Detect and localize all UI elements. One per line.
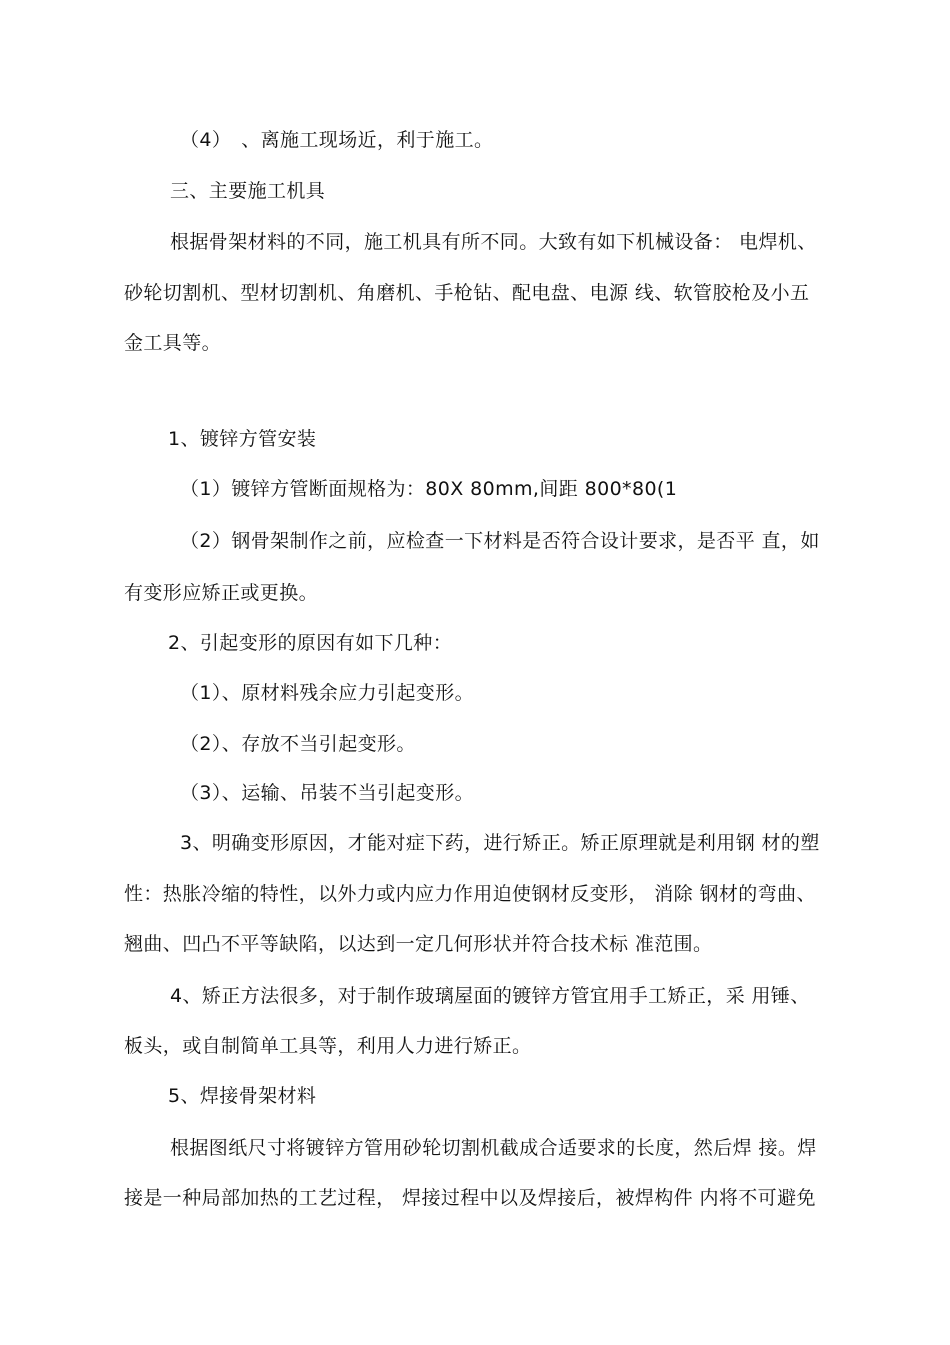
subheading-welding-frame: 5、焊接骨架材料 [168,1085,317,1107]
list-item: （1）、原材料残余应力引起变形。 [180,682,474,704]
subheading-deformation-causes: 2、引起变形的原因有如下几种： [168,632,453,654]
list-item: （2）钢骨架制作之前，应检查一下材料是否符合设计要求，是否平 直，如 [180,530,820,552]
paragraph-line: 翘曲、凹凸不平等缺陷，以达到一定几何形状并符合技术标 准范围。 [124,933,713,955]
paragraph-line: 接是一种局部加热的工艺过程， 焊接过程中以及焊接后，被焊构件 内将不可避免 [124,1187,816,1209]
list-item: （3）、运输、吊装不当引起变形。 [180,782,474,804]
list-item: （2）、存放不当引起变形。 [180,733,416,755]
paragraph-line: 砂轮切割机、型材切割机、角磨机、手枪钻、配电盘、电源 线、软管胶枪及小五 [124,282,810,304]
paragraph-line: 板头，或自制简单工具等，利用人力进行矫正。 [124,1035,532,1057]
paragraph-line: 3、明确变形原因，才能对症下药，进行矫正。矫正原理就是利用钢 材的塑 [180,832,820,854]
paragraph-line: 根据图纸尺寸将镀锌方管用砂轮切割机截成合适要求的长度，然后焊 接。焊 [170,1137,817,1159]
list-item: （1）镀锌方管断面规格为：80X 80mm,间距 800*80(1 [180,478,678,500]
paragraph-line: 性：热胀冷缩的特性，以外力或内应力作用迫使钢材反变形， 消除 钢材的弯曲、 [124,883,816,905]
paragraph-line: 根据骨架材料的不同，施工机具有所不同。大致有如下机械设备： 电焊机、 [170,231,817,253]
list-item-4-site-proximity: （4） 、离施工现场近，利于施工。 [180,129,494,151]
subheading-galvanized-tube-install: 1、镀锌方管安装 [168,428,317,450]
paragraph-line: 金工具等。 [124,332,222,354]
paragraph-line: 4、矫正方法很多，对于制作玻璃屋面的镀锌方管宜用手工矫正，采 用锤、 [170,985,810,1007]
paragraph-line: 有变形应矫正或更换。 [124,582,319,604]
section-heading-tools: 三、主要施工机具 [170,180,326,202]
